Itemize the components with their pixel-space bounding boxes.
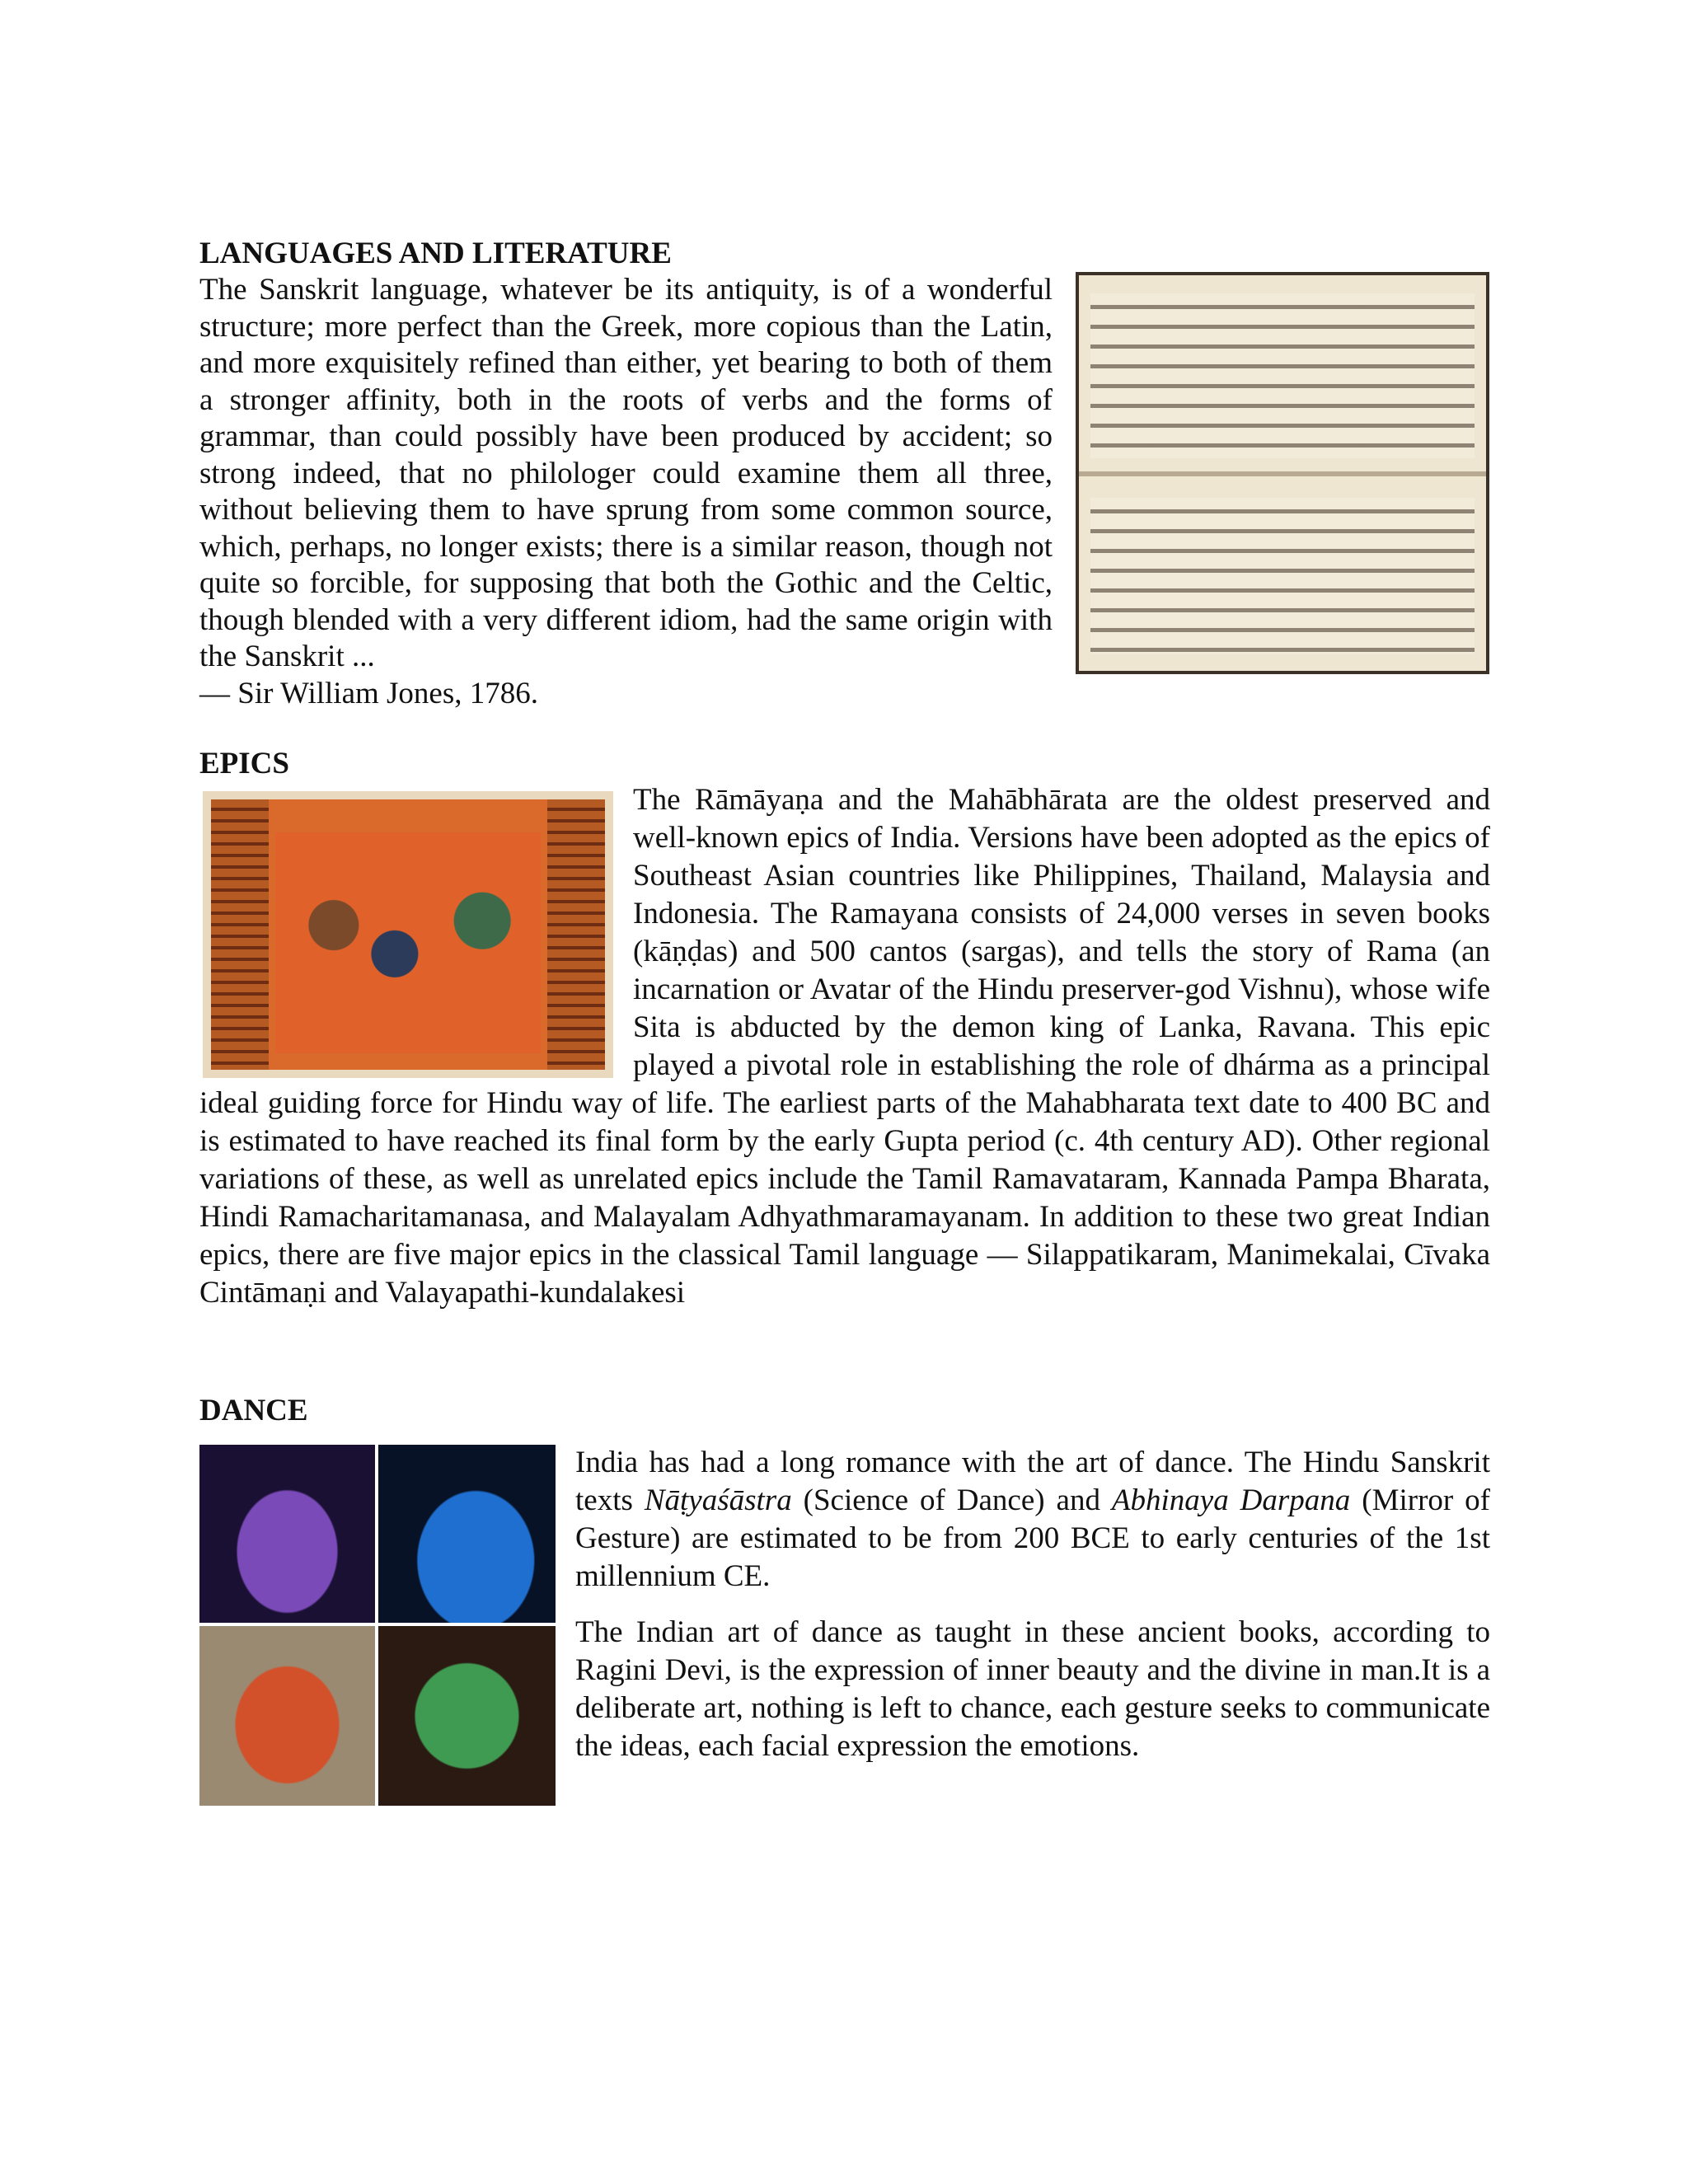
manuscript-fold <box>1079 471 1486 476</box>
languages-quote <box>199 272 1053 712</box>
section-heading-languages: LANGUAGES AND LITERATURE <box>199 237 672 270</box>
dance-p1-part-b: (Science of Dance) and <box>791 1483 1112 1517</box>
sanskrit-manuscript-image <box>1076 272 1489 674</box>
epics-section <box>199 781 1490 1312</box>
abhinaya-darpana-title: Abhinaya Darpana <box>1111 1483 1351 1517</box>
dance-photo-odissi <box>199 1445 375 1623</box>
manuscript-leaf-top <box>1090 293 1475 458</box>
painting-battle-scene <box>275 832 541 1053</box>
epic-painting-image <box>203 791 613 1078</box>
languages-quote-text: The Sanskrit language, whatever be its antiquity, is of a wonderful structure; more perfect than the Greek, more copious than the Latin, and more exquisitely refined than either, yet bearing to both of them a stronger affinity, both in the roots of verbs and the forms of grammar, than could possibly have been produced by accident; so strong indeed, that no philologer could examine them all three, without believing them to have sprung from some common source, which, perhaps, no longer exists; there is a similar reason, though not quite so forcible, for supposing that both the Gothic and the Celtic, though blended with a very different idiom, had the same origin with the Sanskrit ... <box>199 273 1053 673</box>
dance-p1-part-c: (Mirror of Gesture) are estimated to be from 200 BCE to early centuries of the 1st millennium CE. <box>575 1483 1490 1593</box>
manuscript-leaf-bottom <box>1090 498 1475 654</box>
dance-paragraph-1 <box>575 1444 1490 1596</box>
painting-script-right <box>547 799 605 1070</box>
painting-script-left <box>211 799 269 1070</box>
dance-paragraph-2: The Indian art of dance as taught in these ancient books, according to Ragini Devi, is the expression of inner beauty and the divine in man.It is a deliberate art, nothing is left to chance, each gesture seeks to communicate the ideas, each facial expression the emotions. <box>575 1615 1490 1763</box>
quote-attribution: — Sir William Jones, 1786. <box>199 676 538 710</box>
dance-photo-bharatanatyam <box>378 1445 556 1623</box>
dance-photo-kathakali <box>378 1626 556 1806</box>
natyashastra-title: Nāṭyaśāstra <box>644 1483 792 1517</box>
dance-p1-part-a: India has had a long romance with the art of dance. The Hindu Sanskrit texts <box>575 1446 1490 1517</box>
dance-collage-image <box>199 1445 556 1806</box>
dance-photo-temple-dancer <box>199 1626 375 1806</box>
epics-text: The Rāmāyaṇa and the Mahābhārata are the oldest preserved and well-known epics of India. Versions have been adopted as the epics of Southeast Asian countries like Philippines, Thailand, Malaysia and Indonesia. The Ramayana consists of 24,000 verses in seven books (kāṇḍas) and 500 cantos (sargas), and tells the story of Rama (an incarnation or Avatar of the Hindu preserver-god Vishnu), whose wife Sita is abducted by the demon king of Lanka, Ravana. This epic played a pivotal role in establishing the role of dhárma as a principal ideal guiding force for Hindu way of life. The earliest parts of the Mahabharata text date to 400 BC and is estimated to have reached its final form by the early Gupta period (c. 4th century AD). Other regional variations of these, as well as unrelated epics include the Tamil Ramavataram, Kannada Pampa Bharata, Hindi Ramacharitamanasa, and Malayalam Adhyathmaramayanam. In addition to these two great Indian epics, there are five major epics in the classical Tamil language — Silappatikaram, Manimekalai, Cīvaka Cintāmaṇi and Valayapathi-kundalakesi <box>199 783 1490 1310</box>
section-heading-dance: DANCE <box>199 1394 308 1427</box>
section-heading-epics: EPICS <box>199 747 289 780</box>
